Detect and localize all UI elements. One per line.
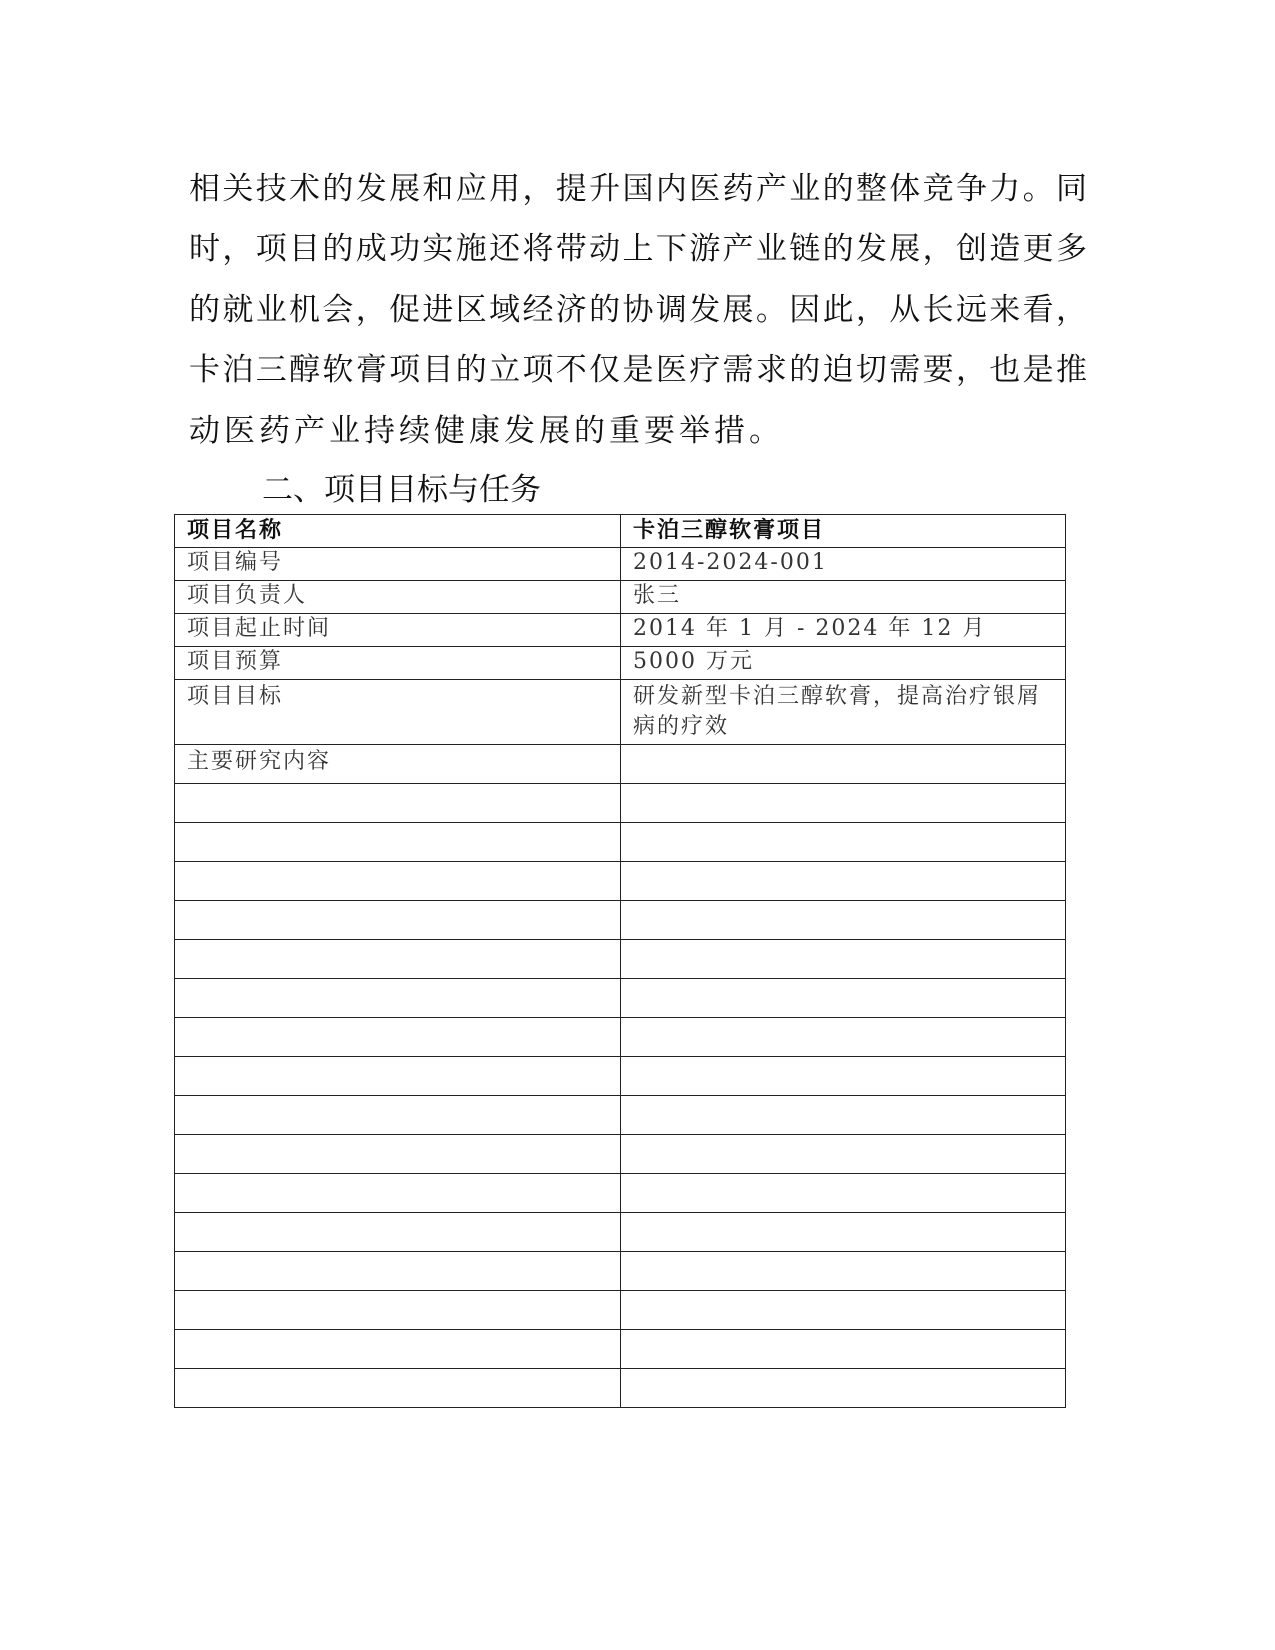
empty-cell (621, 862, 1066, 901)
project-info-table (174, 514, 1066, 1408)
row-value: 2014-2024-001 (621, 548, 1066, 581)
empty-table-row (175, 862, 1066, 901)
empty-cell (621, 1291, 1066, 1330)
empty-cell (621, 1096, 1066, 1135)
paragraph-line-1: 相关技术的发展和应用，提升国内医药产业的整体竞争力。同 (189, 171, 1087, 207)
empty-cell (621, 1135, 1066, 1174)
empty-cell (175, 1018, 621, 1057)
paragraph-line-4: 卡泊三醇软膏项目的立项不仅是医疗需求的迫切需要，也是推 (189, 352, 1087, 388)
row-label: 项目名称 (175, 515, 621, 548)
empty-cell (621, 1018, 1066, 1057)
empty-cell (175, 1174, 621, 1213)
paragraph-line-5: 动医药产业持续健康发展的重要举措。 (189, 413, 784, 449)
empty-cell (175, 1135, 621, 1174)
empty-table-row (175, 1174, 1066, 1213)
empty-cell (175, 940, 621, 979)
table-row (175, 515, 1066, 548)
empty-cell (175, 784, 621, 823)
row-label: 项目负责人 (175, 581, 621, 614)
row-label: 项目预算 (175, 647, 621, 680)
paragraph-line-2: 时，项目的成功实施还将带动上下游产业链的发展，创造更多 (189, 231, 1087, 267)
empty-cell (621, 1330, 1066, 1369)
empty-cell (175, 1252, 621, 1291)
paragraph-line-3: 的就业机会，促进区域经济的协调发展。因此，从长远来看， (189, 292, 1087, 328)
empty-table-row (175, 901, 1066, 940)
empty-cell (621, 1174, 1066, 1213)
empty-cell (175, 979, 621, 1018)
row-value: 卡泊三醇软膏项目 (621, 515, 1066, 548)
empty-cell (175, 901, 621, 940)
row-label: 项目起止时间 (175, 614, 621, 647)
empty-table-row (175, 940, 1066, 979)
empty-table-row (175, 1291, 1066, 1330)
empty-cell (621, 901, 1066, 940)
empty-cell (621, 1369, 1066, 1408)
empty-cell (175, 1369, 621, 1408)
empty-cell (175, 1213, 621, 1252)
table-row (175, 581, 1066, 614)
empty-table-row (175, 1213, 1066, 1252)
row-value (621, 745, 1066, 784)
empty-table-row (175, 1330, 1066, 1369)
empty-cell (621, 784, 1066, 823)
empty-table-row (175, 1252, 1066, 1291)
empty-table-row (175, 784, 1066, 823)
empty-table-row (175, 979, 1066, 1018)
empty-table-row (175, 1096, 1066, 1135)
empty-cell (175, 862, 621, 901)
table-row (175, 647, 1066, 680)
empty-cell (175, 1330, 621, 1369)
empty-cell (175, 1096, 621, 1135)
empty-cell (175, 1057, 621, 1096)
section-heading: 二、项目目标与任务 (262, 472, 541, 508)
row-value: 5000 万元 (621, 647, 1066, 680)
empty-cell (621, 823, 1066, 862)
table-row (175, 745, 1066, 784)
row-value: 张三 (621, 581, 1066, 614)
empty-cell (621, 1252, 1066, 1291)
empty-cell (621, 940, 1066, 979)
empty-table-row (175, 1369, 1066, 1408)
empty-table-row (175, 1135, 1066, 1174)
table-row (175, 614, 1066, 647)
empty-cell (175, 823, 621, 862)
empty-table-row (175, 823, 1066, 862)
empty-cell (621, 1057, 1066, 1096)
row-label: 主要研究内容 (175, 745, 621, 784)
empty-cell (621, 1213, 1066, 1252)
row-label: 项目编号 (175, 548, 621, 581)
row-label: 项目目标 (175, 680, 621, 745)
empty-cell (621, 979, 1066, 1018)
row-value: 研发新型卡泊三醇软膏，提高治疗银屑病的疗效 (621, 680, 1066, 745)
empty-table-row (175, 1018, 1066, 1057)
empty-cell (175, 1291, 621, 1330)
empty-table-row (175, 1057, 1066, 1096)
row-value: 2014 年 1 月 - 2024 年 12 月 (621, 614, 1066, 647)
table-row (175, 680, 1066, 745)
table-row (175, 548, 1066, 581)
